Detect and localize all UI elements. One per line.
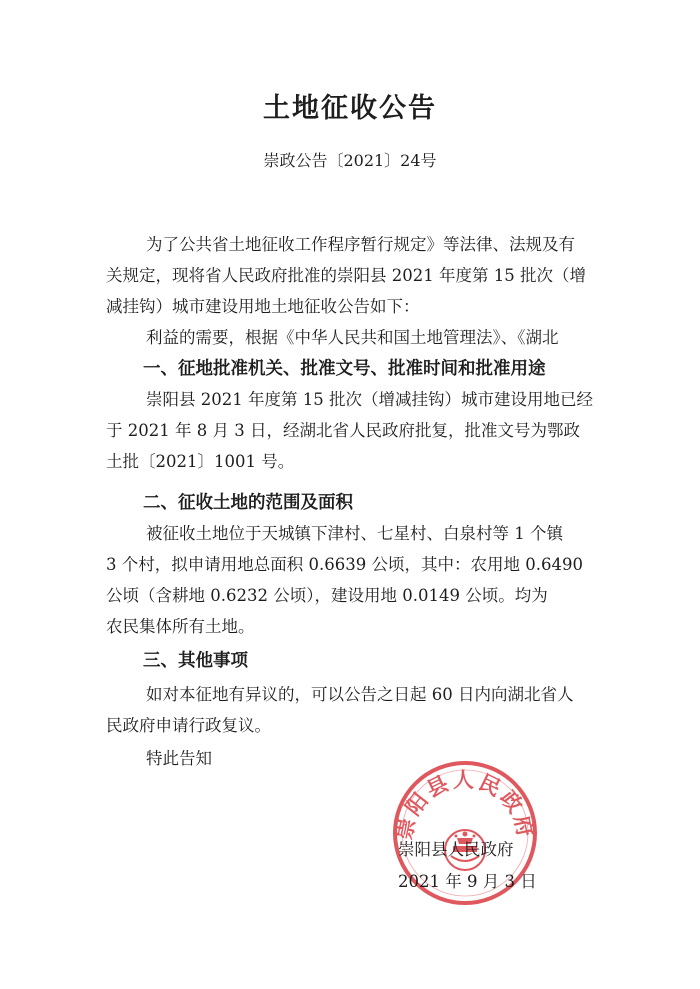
intro-line: 利益的需要，根据《中华人民共和国土地管理法》、《湖北 [146, 328, 559, 347]
section-heading: 一、征地批准机关、批准文号、批准时间和批准用途 [143, 359, 546, 379]
section-line: 民政府申请行政复议。 [106, 716, 271, 735]
section-line: 3 个村，拟申请用地总面积 0.6639 公顷，其中：农用地 0.6490 [106, 555, 583, 574]
section-line: 于 2021 年 8 月 3 日，经湖北省人民政府批复，批准文号为鄂政 [106, 421, 580, 440]
section-line: 被征收土地位于天城镇下津村、七星村、白泉村等 1 个镇 [146, 524, 563, 543]
signing-organization: 崇阳县人民政府 [398, 840, 514, 859]
section-heading: 三、其他事项 [143, 651, 248, 671]
section-line: 崇阳县 2021 年度第 15 批次（增减挂钩）城市建设用地已经 [146, 390, 593, 409]
intro-line: 为了公共省土地征收工作程序暂行规定》等法律、法规及有 [146, 235, 575, 254]
intro-line: 关规定，现将省人民政府批准的崇阳县 2021 年度第 15 批次（增 [106, 266, 586, 285]
intro-line: 减挂钩）城市建设用地土地征收公告如下： [106, 297, 420, 316]
section-line: 土批〔2021〕1001 号。 [106, 452, 295, 471]
section-line: 如对本征地有异议的，可以公告之日起 60 日内向湖北省人 [146, 685, 574, 704]
section-line: 公顷（含耕地 0.6232 公顷），建设用地 0.0149 公顷。均为 [106, 586, 548, 605]
svg-text:崇阳县人民政府: 崇阳县人民政府 [392, 768, 538, 842]
section-line: 农民集体所有土地。 [106, 617, 255, 636]
document-title: 土地征收公告 [263, 93, 437, 124]
document-number: 崇政公告〔2021〕24号 [263, 151, 437, 170]
closing-text: 特此告知 [146, 749, 212, 768]
section-heading: 二、征收土地的范围及面积 [143, 493, 353, 513]
signing-date: 2021 年 9 月 3 日 [398, 872, 537, 891]
